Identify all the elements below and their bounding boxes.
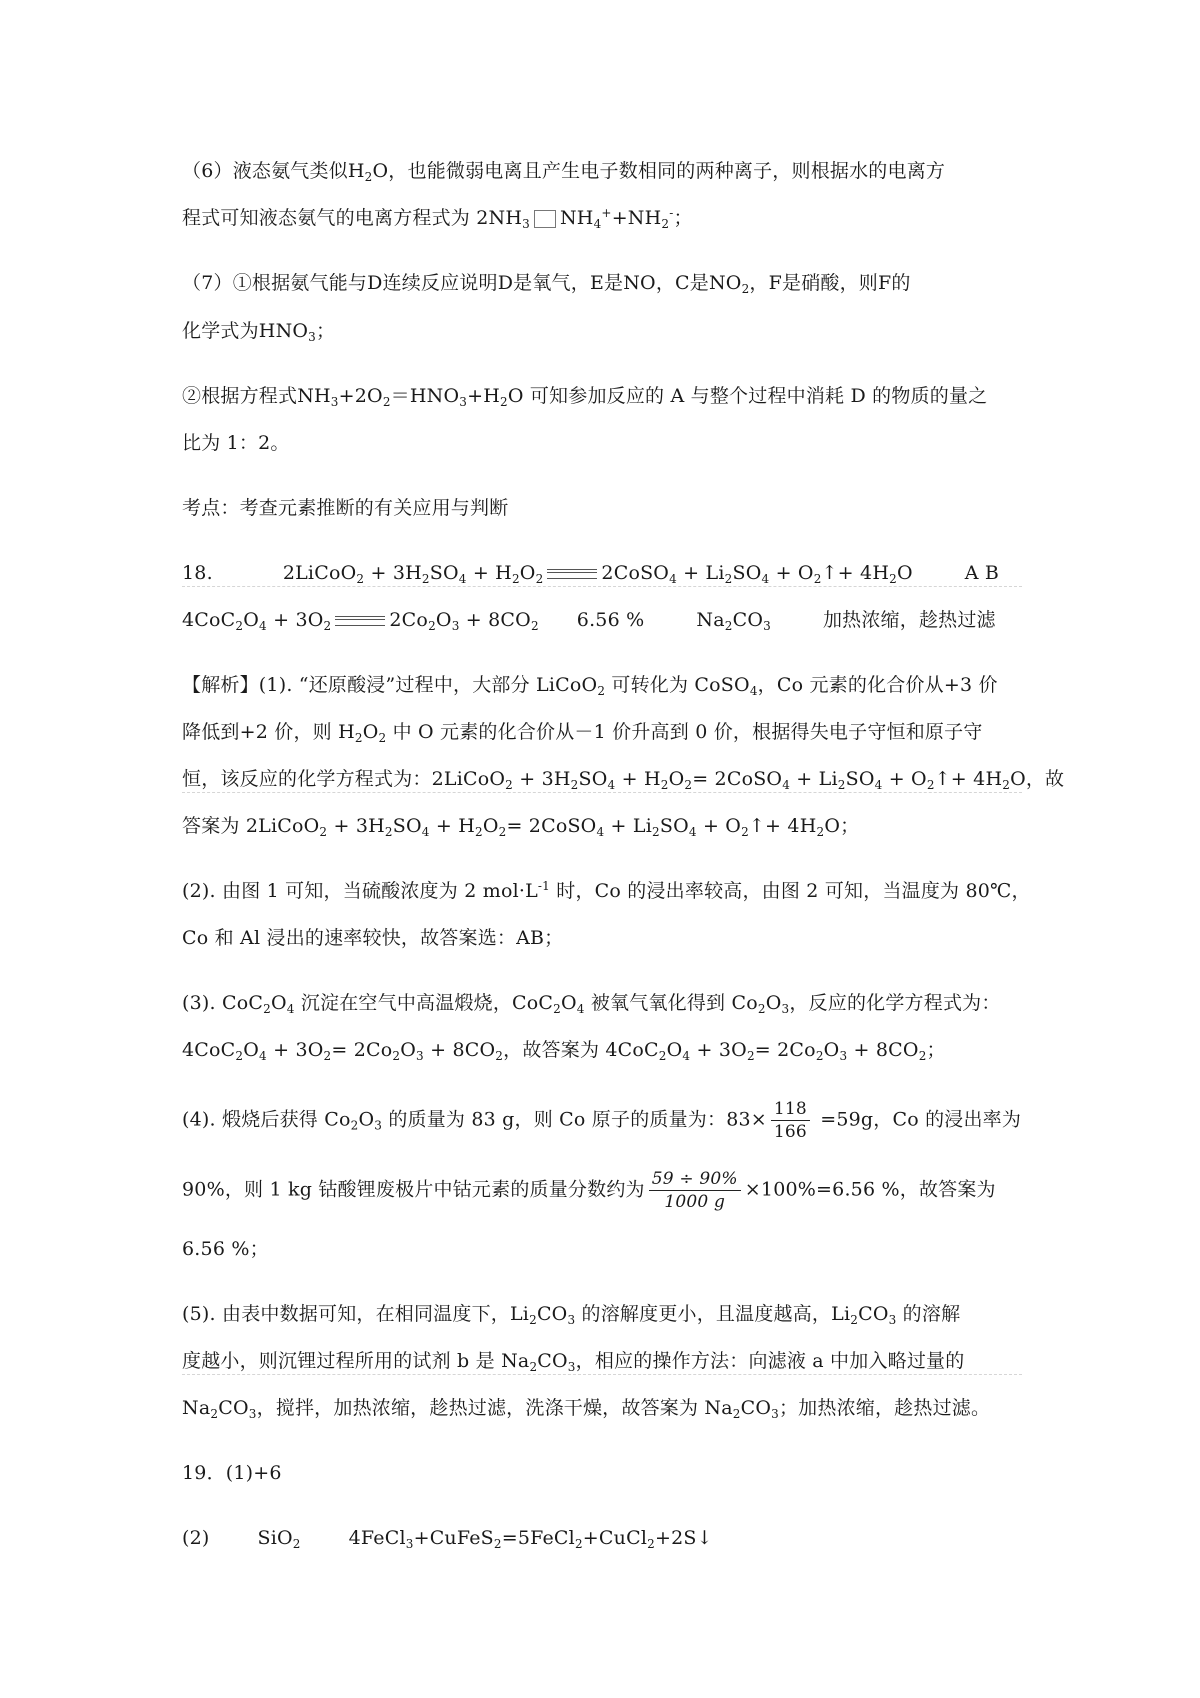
jx1-line1: 【解析】(1). “还原酸浸”过程中，大部分 LiCoO$_2$ 可转化为 CoSO$_4$，Co 元素的化合价从+3 价 — [182, 674, 998, 698]
p7-line4: 比为 1：2。 — [182, 432, 290, 454]
jx2-line1: (2). 由图 1 可知，当硫酸浓度为 2 $mol\cdot L^{-1}$ 时，Co 的浸出率较高，由图 2 可知，当温度为 80℃， — [182, 879, 1031, 902]
jx3-line2: $4CoC_2O_4 + 3O_2= 2Co_2O_3 + 8CO_2$，故答案为 $4CoC_2O_4 + 3O_2= 2Co_2O_3 + 8CO_2$； — [182, 1039, 946, 1063]
q19-line2: (2) SiO$_2$ 4FeCl$_3$+CuFeS$_2$=5FeCl$_2$+CuCl$_2$+2S↓ — [182, 1527, 713, 1551]
jx4-line1: (4). 煅烧后获得 $Co_2O_3$ 的质量为 83 g，则 Co 原子的质量为：83× $\frac{118}{166}$ =59g，Co 的浸出率为 — [182, 1099, 1022, 1142]
q18-line1: 18. 2LiCoO$_2$ + $3H_2SO_4 + H_2O_2$ 2CoSO$_4$ + $Li_2SO_4$ + $O_2↑+ 4H_2O$ A B — [182, 560, 1022, 587]
jx5-line3: $Na_2CO_3$，搅拌，加热浓缩，趁热过滤，洗涤干燥，故答案为 $Na_2CO_3$；加热浓缩，趁热过滤。 — [182, 1397, 991, 1421]
p7-line3: ②根据方程式$NH_3+2O_2=HNO_3+H_2O$ 可知参加反应的 A 与整个过程中消耗 D 的物质的量之 — [182, 385, 988, 409]
jx5-line2: 度越小，则沉锂过程所用的试剂 b 是 $Na_2CO_3$，相应的操作方法：向滤液 a 中加入略过量的 — [182, 1348, 1022, 1375]
jx2-line2: Co 和 Al 浸出的速率较快，故答案选：AB； — [182, 927, 564, 949]
jx1-line3: 恒，该反应的化学方程式为：2LiCoO$_2$ + $3H_2SO_4 + H_2O_2=$ 2CoSO$_4$ + $Li_2SO_4$ + $O_2↑+ 4H_2O$，故 — [182, 768, 1065, 792]
p7-line1: （7）①根据氨气能与D连续反应说明D是氧气，E是NO，C是$NO_2$，F是硝酸，则F的 — [182, 272, 911, 296]
q19-line1: 19．(1)+6 — [182, 1462, 282, 1484]
jx5-line1: (5). 由表中数据可知，在相同温度下，$Li_2CO_3$ 的溶解度更小，且温度越高，$Li_2CO_3$ 的溶解 — [182, 1303, 961, 1327]
p7-line2: 化学式为$HNO_3$； — [182, 320, 336, 344]
jx4-line2: 90%，则 1 kg 钴酸锂废极片中钴元素的质量分数约为 $\frac{59 \div 90\%}{1000 g}$ ×100%=6.56 %，故答案为 — [182, 1169, 996, 1212]
jx1-line2: 降低到+2 价，则 $H_2O_2$ 中 O 元素的化合价从－1 价升高到 0 价，根据得失电子守恒和原子守 — [182, 721, 983, 745]
reaction-equals-icon — [547, 569, 597, 579]
fraction-mass: $\frac{59 \div 90\%}{1000 g}$ — [649, 1168, 741, 1213]
kaodian: 考点：考查元素推断的有关应用与判断 — [182, 497, 509, 519]
reversible-arrow-icon — [534, 210, 556, 228]
q18-line2: $4CoC_2O_4 + 3O_2$ $2Co_2O_3 + 8CO_2$ 6.56 % $Na_2CO_3$ 加热浓缩，趁热过滤 — [182, 609, 996, 633]
reaction-equals-icon — [335, 616, 385, 626]
fraction-118-166: $\frac{118}{166}$ — [771, 1098, 810, 1143]
jx3-line1: (3). $CoC_2O_4$ 沉淀在空气中高温煅烧，$CoC_2O_4$ 被氧气氧化得到 $Co_2O_3$，反应的化学方程式为： — [182, 992, 1001, 1016]
p6-line2: 程式可知液态氨气的电离方程式为 $2NH_3$ $NH_4^++NH_2^-$； — [182, 206, 693, 231]
jx4-line3: 6.56 %； — [182, 1238, 269, 1260]
jx1-line4: 答案为 2LiCoO$_2$ + $3H_2SO_4 + H_2O_2=$ 2CoSO$_4$ + $Li_2SO_4$ + $O_2↑+ 4H_2O$； — [182, 815, 860, 839]
p6-line1: （6）液态氨气类似$H_2O$，也能微弱电离且产生电子数相同的两种离子，则根据水的电离方 — [182, 160, 946, 184]
